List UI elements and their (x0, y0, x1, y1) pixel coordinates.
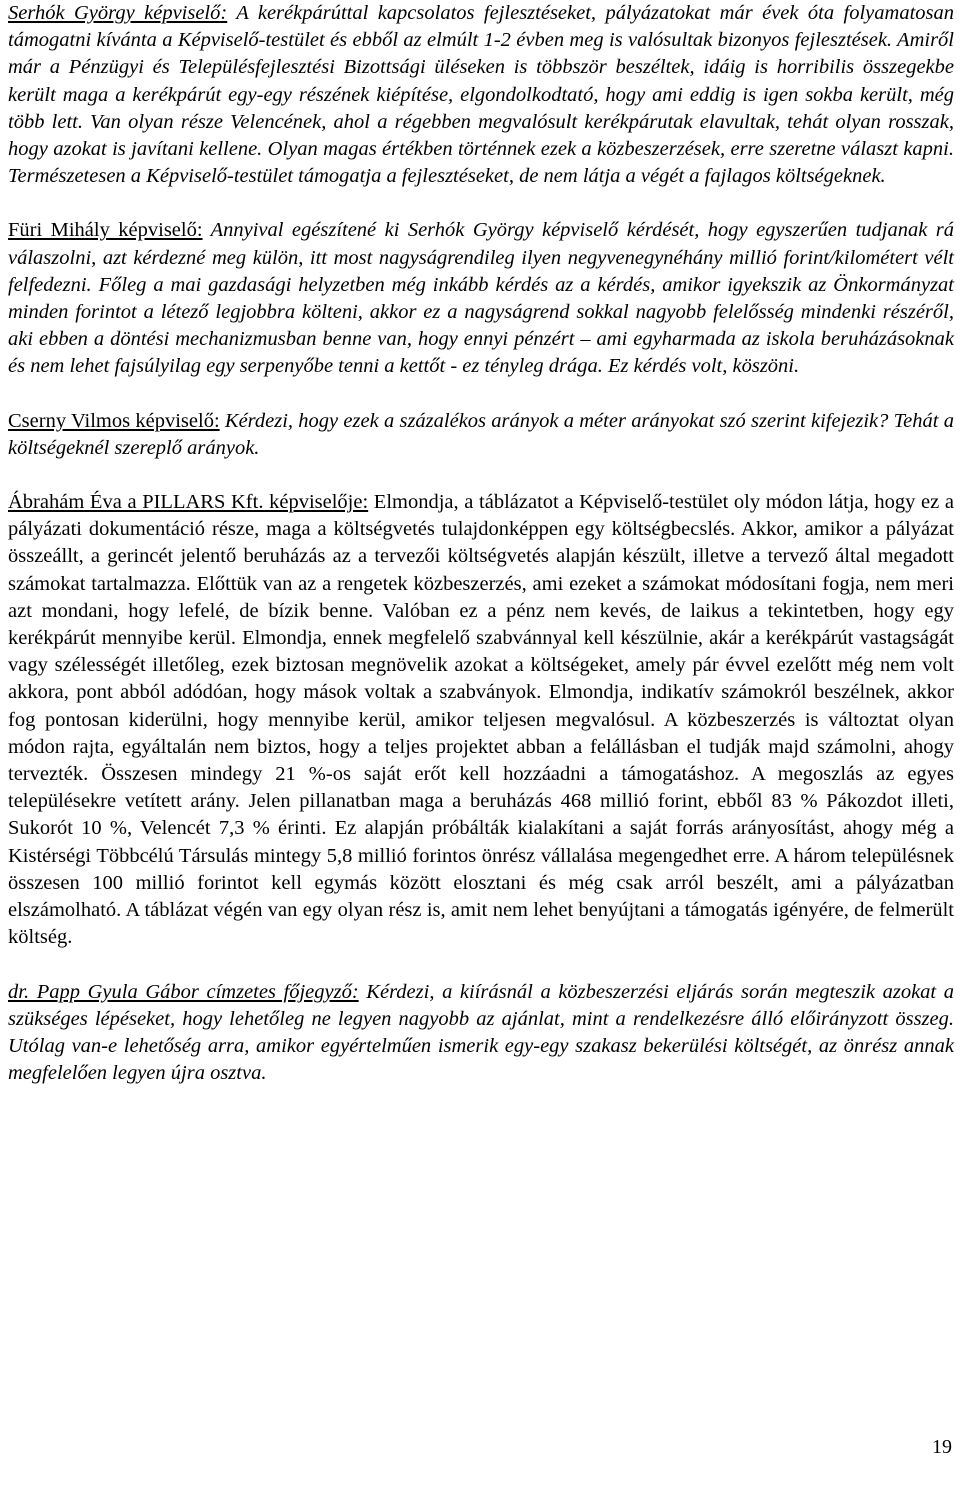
paragraph-abraham (8, 489, 954, 951)
speaker-name: Cserny Vilmos képviselő: (8, 409, 220, 432)
speaker-name: dr. Papp Gyula Gábor címzetes főjegyző: (8, 980, 359, 1003)
speaker-name: Serhók György képviselő: (8, 2, 228, 24)
speaker-name: Füri Mihály képviselő: (8, 219, 203, 242)
paragraph-text: Annyival egészítené ki Serhók György képviselő kérdését, hogy egyszerűen tudjanak rá válaszolni, azt kérdezné meg külön, itt most nagyságrendileg ilyen negyvenegynéhány millió forint/kilométert vélt felfedezni. Főleg a mai gazdasági helyzetben még inkább kérdés az a kérdés, amikor igyekszik az Önkormányzat minden forintot a létező legjobbra költeni, akkor ez a nagyságrend sokkal nagyobb felelősség mindenki részéről, aki ebben a döntési mechanizmusban benne van, hogy ennyi pénzért – ami egyharmada az iskola beruházásoknak és nem lehet fajsúlyilag egy serpenyőbe tenni a kettőt - ez tényleg drága. Ez kérdés volt, köszöni. (8, 219, 955, 378)
paragraph-text: Kérdezi, a kiírásnál a közbeszerzési eljárás során megteszik azokat a szükséges lépéseket, hogy lehetőleg ne legyen nagyobb az ajánlat, mint a rendelkezésre álló előirányzott összeg. Utólag van-e lehetőség arra, amikor egyértelműen ismerik egy-egy szakasz bekerülési költségét, az önrész annak megfelelően legyen újra osztva. (8, 980, 955, 1085)
paragraph-text: Kérdezi, hogy ezek a százalékos arányok a méter arányokat szó szerint kifejezik? Tehát a költségeknél szereplő arányok. (8, 409, 954, 459)
paragraph-furi (8, 217, 954, 380)
paragraph-cserny (8, 408, 954, 462)
paragraph-papp (8, 979, 954, 1088)
speaker-name: Ábrahám Éva a PILLARS Kft. képviselője: (8, 491, 369, 514)
paragraph-text: Elmondja, a táblázatot a Képviselő-testület oly módon látja, hogy ez a pályázati dokumentáció része, maga a költségvetés tulajdonképpen egy költségbecslés. Akkor, amikor a pályázat összeállt, a gerincét jelentő beruházás az a tervezői költségvetés alapján készült, illetve a tervező által megadott számokat tartalmazza. Előttük van az a rengetek közbeszerzés, ami ezeket a számokat módosítani fogja, nem meri azt mondani, hogy lefelé, de bízik benne. Valóban ez a pénz nem kevés, de laikus a tekintetben, hogy egy kerékpárút mennyibe kerül. Elmondja, ennek megfelelő szabvánnyal kell készülnie, akár a kerékpárút vastagságát vagy szélességét illetőleg, ezek biztosan megnövelik azokat a költségeket, amely pár évvel ezelőtt még nem volt akkora, pont abból adódóan, hogy mások voltak a szabványok. Elmondja, indikatív számokról beszélnek, akkor fog pontosan kiderülni, hogy mennyibe kerül, amikor teljesen megvalósul. A közbeszerzés is változtat olyan módon rajta, egyáltalán nem biztos, hogy a teljes projektet abban a felállásban el tudják majd számolni, ahogy tervezték. Összesen mindegy 21 %-os saját erőt kell hozzáadni a támogatáshoz. A megoszlás az egyes településekre vetített arány. Jelen pillanatban maga a beruházás 468 millió forint, ebből 83 % Pákozdot illeti, Sukorót 10 %, Velencét 7,3 % érinti. Ez alapján próbálták kialakítani a saját forrás arányosítást, ahogy még a Kistérségi Többcélú Társulás mintegy 5,8 millió forintos önrész vállalása megengedhet erre. A három településnek összesen 100 millió forintot kell egymás között elosztani és még csak arról beszélt, ami a pályázatban elszámolható. A táblázat végén van egy olyan rész is, amit nem lehet benyújtani a támogatás igényére, de felmerült költség. (8, 491, 954, 949)
document-page (8, 0, 954, 1114)
page-number: 19 (932, 1436, 952, 1458)
paragraph-text: A kerékpárúttal kapcsolatos fejlesztéseket, pályázatokat már évek óta folyamatosan támogatni kívánta a Képviselő-testület és ebből az elmúlt 1-2 évben meg is valósultak bizonyos fejlesztések. Amiről már a Pénzügyi és Településfejlesztési Bizottsági üléseken is többször beszéltek, idáig is horribilis összegekbe került maga a kerékpárút egy-egy részének kiépítése, elgondolkodtató, hogy ami eddig is igen sokba került, még több lett. Van olyan része Velencének, ahol a régebben megvalósult kerékpárutak elavultak, tehát olyan rosszak, hogy azokat is javítani kellene. Olyan magas értékben történnek ezek a közbeszerzések, erre szeretne választ kapni. Természetesen a Képviselő-testület támogatja a fejlesztéseket, de nem látja a végét a fajlagos költségeknek. (8, 2, 954, 188)
paragraph-serhok (8, 0, 954, 190)
